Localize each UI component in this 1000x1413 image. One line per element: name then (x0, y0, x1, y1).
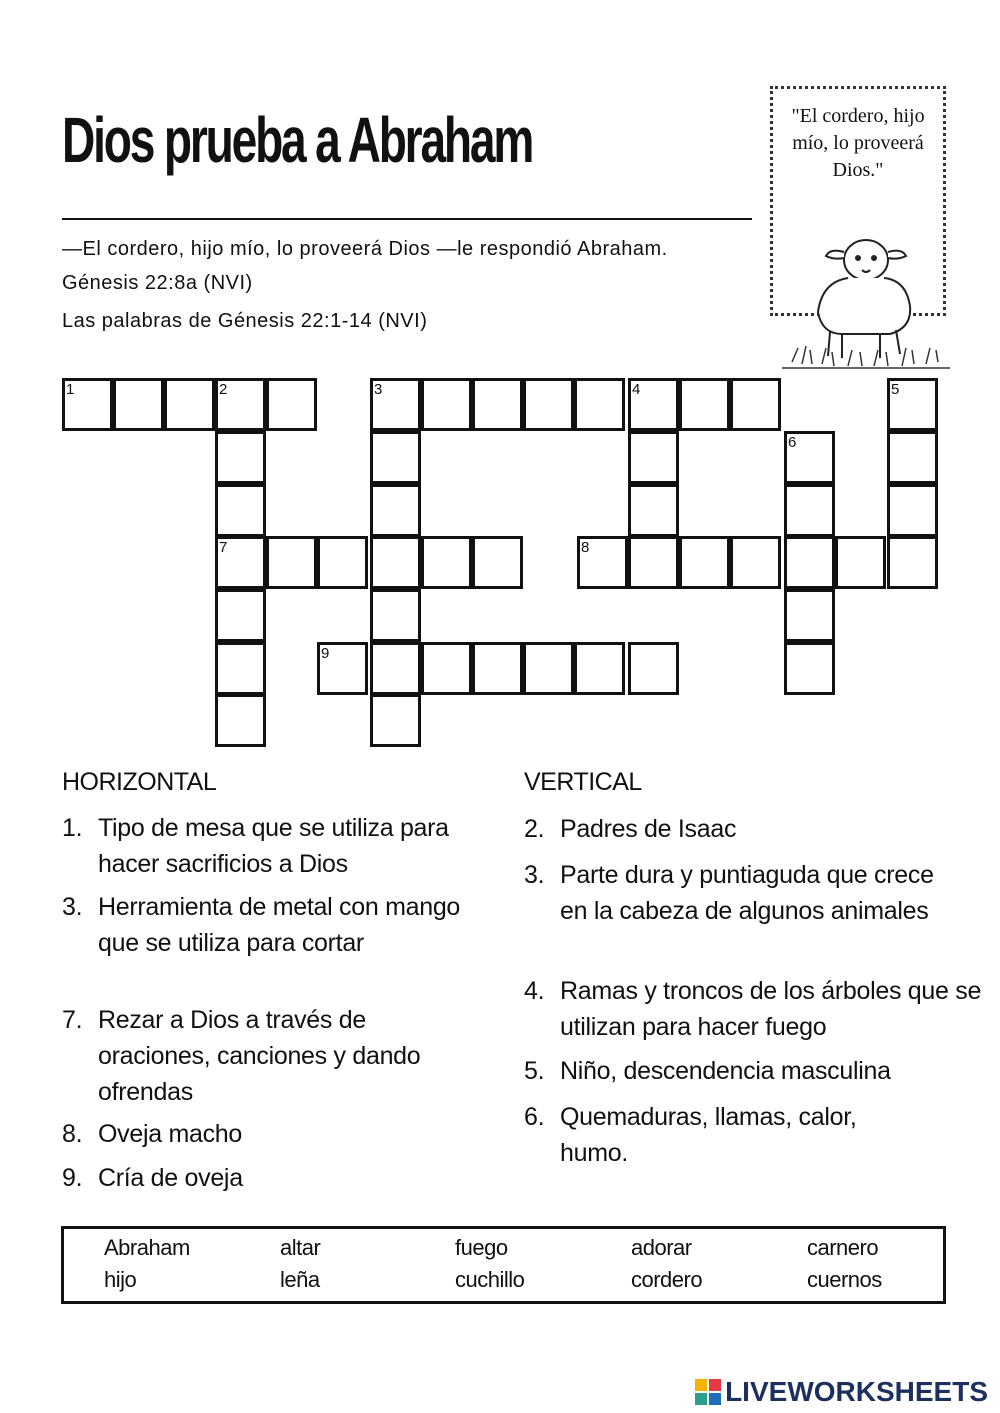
word-bank-item: Abraham (104, 1235, 190, 1260)
word-bank-item: cordero (631, 1267, 703, 1292)
clue-number: 8 (581, 539, 590, 556)
crossword-cell[interactable] (679, 378, 730, 431)
word-bank-item: altar (280, 1235, 321, 1260)
crossword-cell[interactable] (370, 484, 421, 537)
crossword-cell[interactable] (887, 378, 938, 431)
crossword-cell[interactable] (215, 589, 266, 642)
crossword-cell[interactable] (784, 484, 835, 537)
clue-vertical-6: 6. Quemaduras, llamas, calor, humo. (524, 1103, 857, 1167)
crossword-cell[interactable] (628, 642, 679, 695)
crossword-cell[interactable] (421, 378, 472, 431)
crossword-cell[interactable] (679, 536, 730, 589)
crossword-cell[interactable] (421, 536, 472, 589)
crossword-cell[interactable] (628, 484, 679, 537)
clue-vertical-4: 4. Ramas y troncos de los árboles que se utilizan para hacer fuego (524, 977, 982, 1041)
page-title: Dios prueba a Abraham (62, 104, 533, 176)
word-bank-item: carnero (807, 1235, 879, 1260)
quote-text: "El cordero, hijo mío, lo proveerá Dios." (791, 105, 925, 181)
crossword-cell[interactable] (784, 589, 835, 642)
clue-number: 3 (374, 381, 383, 398)
crossword-cell[interactable] (574, 378, 625, 431)
crossword-cell[interactable] (266, 378, 317, 431)
clue-number: 6 (788, 434, 797, 451)
clue-number: 4 (632, 381, 641, 398)
crossword-cell[interactable] (472, 378, 523, 431)
title-divider (62, 218, 752, 220)
crossword-cell[interactable] (628, 431, 679, 484)
crossword-cell[interactable] (784, 536, 835, 589)
crossword-cell[interactable] (370, 642, 421, 695)
crossword-cell[interactable] (370, 431, 421, 484)
clue-horizontal-8: 8. Oveja macho (62, 1120, 242, 1148)
clue-horizontal-1: 1. Tipo de mesa que se utiliza para hacer sacrificios a Dios (62, 814, 449, 878)
crossword-cell[interactable] (266, 536, 317, 589)
crossword-cell[interactable] (215, 694, 266, 747)
crossword-cell[interactable] (317, 536, 368, 589)
crossword-cell[interactable] (62, 378, 113, 431)
crossword-cell[interactable] (215, 536, 266, 589)
crossword-cell[interactable] (574, 642, 625, 695)
clue-number: 1 (66, 381, 75, 398)
crossword-cell[interactable] (370, 536, 421, 589)
clue-number: 9 (321, 645, 330, 662)
crossword-cell[interactable] (215, 378, 266, 431)
clue-vertical-2: 2. Padres de Isaac (524, 815, 737, 843)
clue-vertical-3: 3. Parte dura y puntiaguda que crece en la cabeza de algunos animales (524, 861, 934, 925)
crossword-cell[interactable] (730, 536, 781, 589)
crossword-cell[interactable] (472, 642, 523, 695)
clue-horizontal-9: 9. Cría de oveja (62, 1164, 243, 1192)
clue-horizontal-3: 3. Herramienta de metal con mango que se utiliza para cortar (62, 893, 461, 957)
word-bank-item: hijo (104, 1267, 137, 1292)
crossword-cell[interactable] (370, 694, 421, 747)
liveworksheets-logo-icon (694, 1378, 722, 1406)
crossword-cell[interactable] (164, 378, 215, 431)
crossword-cell[interactable] (628, 378, 679, 431)
crossword-cell[interactable] (215, 431, 266, 484)
horizontal-heading: HORIZONTAL (62, 768, 217, 796)
crossword-cell[interactable] (523, 378, 574, 431)
word-bank-item: fuego (455, 1235, 508, 1260)
crossword-cell[interactable] (628, 536, 679, 589)
crossword-cell[interactable] (577, 536, 628, 589)
clue-horizontal-7: 7. Rezar a Dios a través de oraciones, canciones y dando ofrendas (62, 1006, 421, 1106)
memory-verse: —El cordero, hijo mío, lo proveerá Dios —le respondió Abraham. Génesis 22:8a (NVI) (62, 238, 668, 294)
crossword-cell[interactable] (730, 378, 781, 431)
crossword-cell[interactable] (215, 642, 266, 695)
crossword-cell[interactable] (215, 484, 266, 537)
crossword-cell[interactable] (887, 484, 938, 537)
liveworksheets-brand[interactable]: LIVEWORKSHEETS (725, 1376, 988, 1407)
clue-number: 7 (219, 539, 228, 556)
clue-number: 2 (219, 381, 228, 398)
word-bank-item: cuernos (807, 1267, 882, 1292)
vertical-heading: VERTICAL (524, 768, 642, 796)
crossword-cell[interactable] (784, 431, 835, 484)
lamb-illustration (782, 222, 950, 372)
word-bank-item: leña (280, 1267, 320, 1292)
crossword-cell[interactable] (113, 378, 164, 431)
clue-vertical-5: 5. Niño, descendencia masculina (524, 1057, 891, 1085)
crossword-cell[interactable] (835, 536, 886, 589)
crossword-cell[interactable] (370, 589, 421, 642)
word-bank-item: cuchillo (455, 1267, 525, 1292)
crossword-cell[interactable] (784, 642, 835, 695)
crossword-cell[interactable] (887, 431, 938, 484)
word-bank (61, 1226, 946, 1304)
word-bank-item: adorar (631, 1235, 692, 1260)
crossword-cell[interactable] (523, 642, 574, 695)
crossword-cell[interactable] (472, 536, 523, 589)
clue-number: 5 (891, 381, 900, 398)
crossword-cell[interactable] (370, 378, 421, 431)
crossword-cell[interactable] (317, 642, 368, 695)
crossword-cell[interactable] (421, 642, 472, 695)
scripture-reference: Las palabras de Génesis 22:1-14 (NVI) (62, 310, 428, 332)
crossword-cell[interactable] (887, 536, 938, 589)
